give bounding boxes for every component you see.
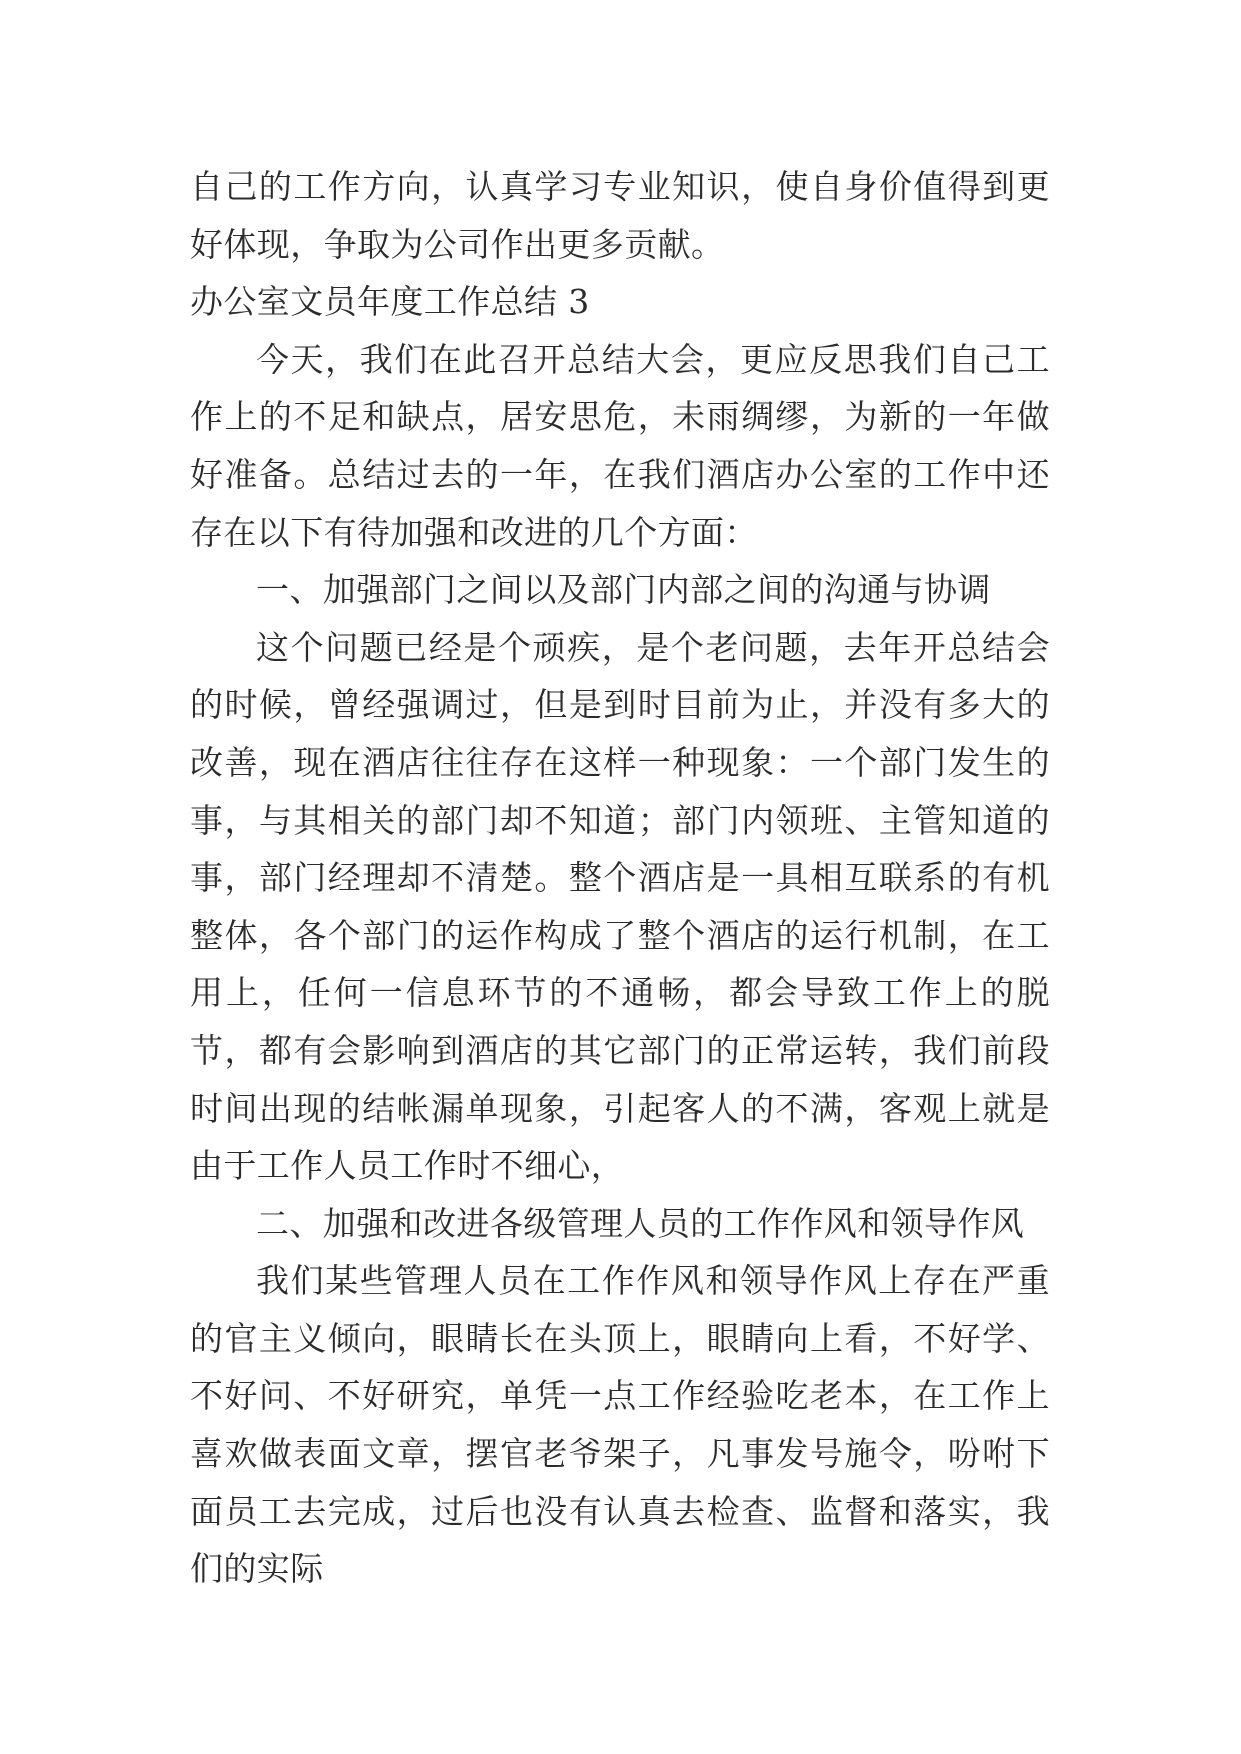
paragraph-continuation: 自己的工作方向，认真学习专业知识，使自身价值得到更好体现，争取为公司作出更多贡献。 — [190, 167, 1050, 264]
subheading-two: 二、加强和改进各级管理人员的工作作风和领导作风 — [256, 1203, 1025, 1243]
document-body — [190, 158, 1050, 1598]
paragraph-management: 我们某些管理人员在工作作风和领导作风上存在严重的官主义倾向，眼睛长在头顶上，眼睛向上看，不好学、不好问、不好研究，单凭一点工作经验吃老本，在工作上喜欢做表面文章，摆官老爷架子，凡事发号施令，吩咐下面员工去完成，过后也没有认真去检查、监督和落实，我们的实际 — [190, 1261, 1050, 1589]
section-heading: 办公室文员年度工作总结 3 — [190, 282, 590, 322]
paragraph-intro: 今天，我们在此召开总结大会，更应反思我们自己工作上的不足和缺点，居安思危，未雨绸缪，为新的一年做好准备。总结过去的一年，在我们酒店办公室的工作中还存在以下有待加强和改进的几个方面： — [190, 339, 1050, 552]
subheading-one: 一、加强部门之间以及部门内部之间的沟通与协调 — [256, 570, 991, 610]
paragraph-communication: 这个问题已经是个顽疾，是个老问题，去年开总结会的时候，曾经强调过，但是到时目前为止，并没有多大的改善，现在酒店往往存在这样一种现象：一个部门发生的事，与其相关的部门却不知道；部门内领班、主管知道的事，部门经理却不清楚。整个酒店是一具相互联系的有机整体，各个部门的运作构成了整个酒店的运行机制，在工用上，任何一信息环节的不通畅，都会导致工作上的脱节，都有会影响到酒店的其它部门的正常运转，我们前段时间出现的结帐漏单现象，引起客人的不满，客观上就是由于工作人员工作时不细心， — [190, 627, 1050, 1186]
